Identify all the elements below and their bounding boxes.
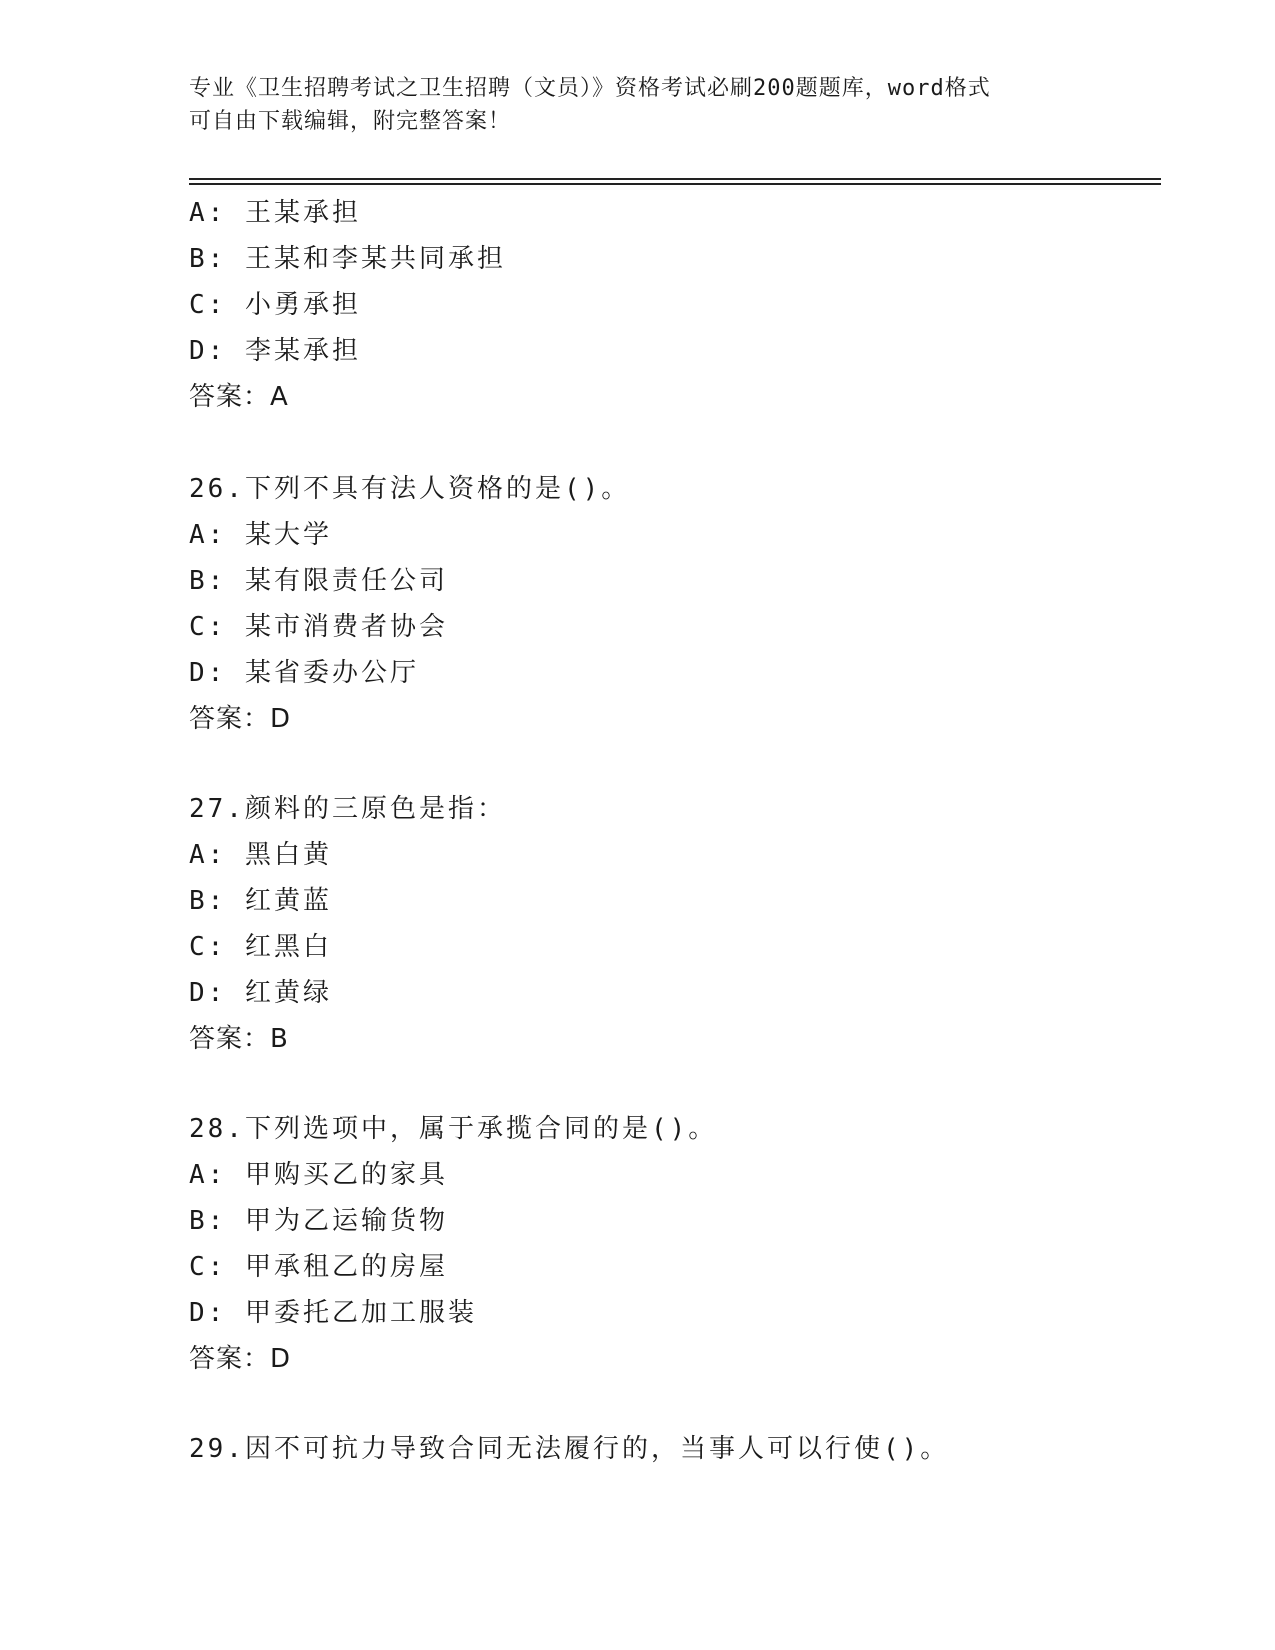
- question-block-27: [189, 786, 1161, 1062]
- document-header: [189, 72, 1069, 138]
- question-text: 26.下列不具有法人资格的是()。: [189, 474, 631, 504]
- header-divider-top: [189, 178, 1161, 180]
- question-list: [189, 190, 1161, 1472]
- answer-line: 答案：D: [189, 1344, 292, 1374]
- answer-line: 答案：D: [189, 704, 292, 734]
- option-a: A: 甲购买乙的家具: [189, 1160, 448, 1190]
- spacer: [189, 420, 1161, 466]
- option-c: C: 某市消费者协会: [189, 612, 448, 642]
- question-text: 28.下列选项中，属于承揽合同的是()。: [189, 1114, 718, 1144]
- answer-line: 答案：B: [189, 1024, 289, 1054]
- spacer: [189, 1382, 1161, 1426]
- question-block-25: [189, 190, 1161, 420]
- option-d: D: 李某承担: [189, 336, 361, 366]
- option-c: C: 甲承租乙的房屋: [189, 1252, 448, 1282]
- option-d: D: 红黄绿: [189, 978, 332, 1008]
- question-block-28: [189, 1106, 1161, 1382]
- header-divider-bottom: [189, 183, 1161, 185]
- option-a: A: 某大学: [189, 520, 332, 550]
- option-c: C: 小勇承担: [189, 290, 361, 320]
- question-text: 29.因不可抗力导致合同无法履行的，当事人可以行使()。: [189, 1434, 950, 1464]
- question-text: 27.颜料的三原色是指：: [189, 794, 506, 824]
- option-d: D: 甲委托乙加工服装: [189, 1298, 477, 1328]
- question-block-29: [189, 1426, 1161, 1472]
- option-b: B: 某有限责任公司: [189, 566, 448, 596]
- header-line-1: 专业《卫生招聘考试之卫生招聘（文员）》资格考试必刷200题题库，word格式: [189, 76, 991, 101]
- spacer: [189, 1062, 1161, 1106]
- header-line-2: 可自由下载编辑，附完整答案！: [189, 109, 512, 134]
- option-b: B: 甲为乙运输货物: [189, 1206, 448, 1236]
- question-block-26: [189, 466, 1161, 742]
- spacer: [189, 742, 1161, 786]
- answer-line: 答案：A: [189, 382, 289, 412]
- option-a: A: 黑白黄: [189, 840, 332, 870]
- option-d: D: 某省委办公厅: [189, 658, 419, 688]
- option-b: B: 王某和李某共同承担: [189, 244, 506, 274]
- option-b: B: 红黄蓝: [189, 886, 332, 916]
- option-a: A: 王某承担: [189, 198, 361, 228]
- option-c: C: 红黑白: [189, 932, 332, 962]
